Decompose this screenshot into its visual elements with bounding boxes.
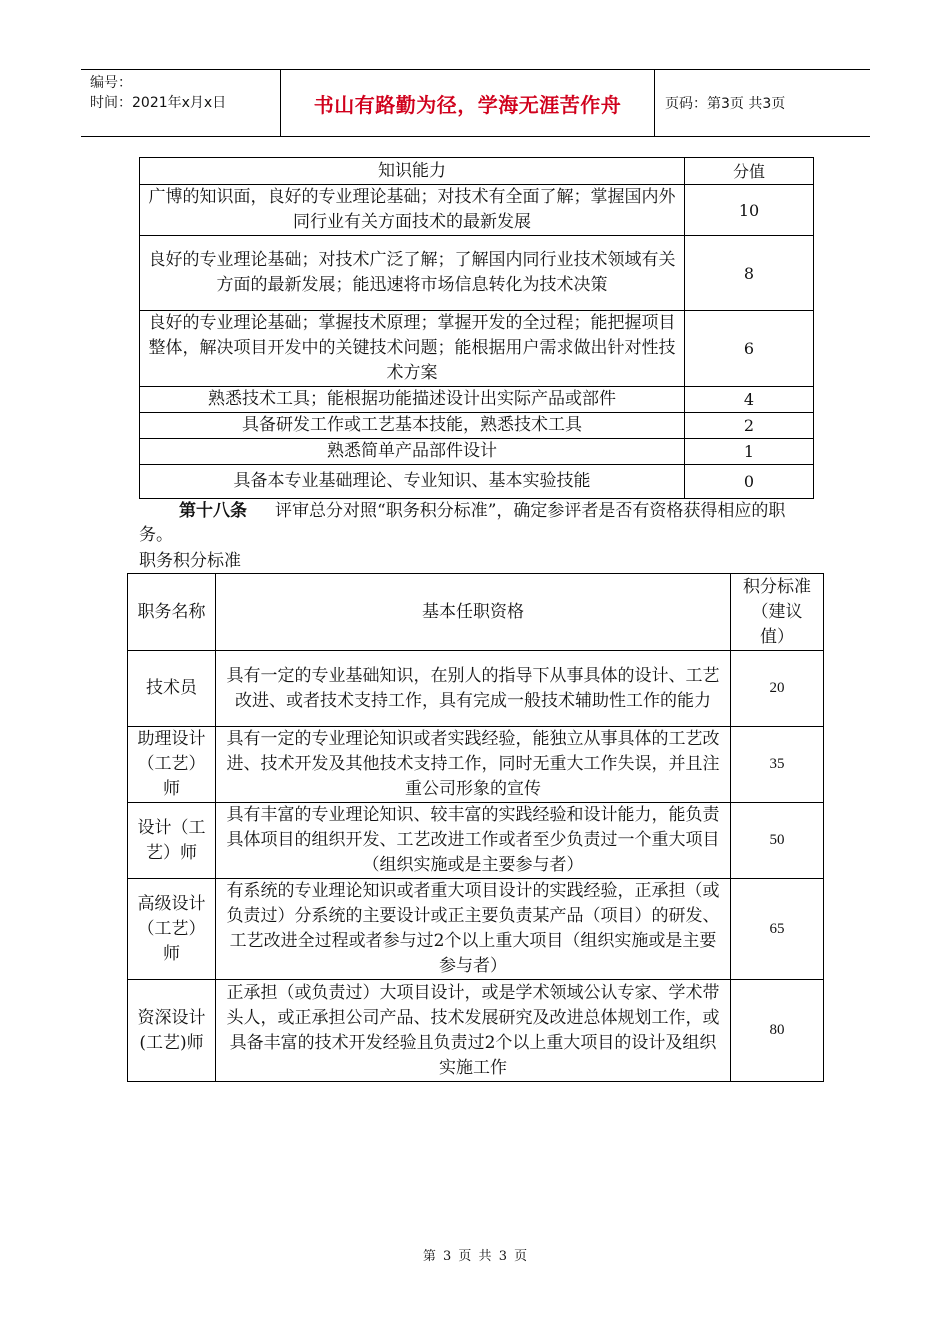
knowledge-score-table	[139, 157, 814, 499]
document-number-label: 编号：	[90, 75, 132, 91]
position-cell: 高级设计（工艺）师	[128, 879, 216, 980]
column-header-score: 分值	[685, 158, 814, 185]
position-score-table	[127, 573, 824, 1082]
qualification-cell: 具有丰富的专业理论知识、较丰富的实践经验和设计能力，能负责具体项目的组织开发、工艺改进工作或者至少负责过一个重大项目（组织实施或是主要参与者）	[216, 803, 731, 879]
knowledge-cell: 具备本专业基础理论、专业知识、基本实验技能	[140, 465, 685, 499]
score-cell: 4	[685, 387, 814, 413]
position-cell: 技术员	[128, 651, 216, 727]
knowledge-cell: 良好的专业理论基础；对技术广泛了解；了解国内同行业技术领域有关方面的最新发展；能迅速将市场信息转化为技术决策	[140, 236, 685, 311]
table-row	[140, 439, 814, 465]
qualification-cell: 具有一定的专业理论知识或者实践经验，能独立从事具体的工艺改进、技术开发及其他技术支持工作，同时无重大工作失误，并且注重公司形象的宣传	[216, 727, 731, 803]
table-row	[140, 387, 814, 413]
table-caption: 职务积分标准	[139, 551, 241, 571]
page-footer: 第 3 页 共 3 页	[422, 1249, 528, 1264]
score-cell: 50	[731, 803, 824, 879]
column-header-knowledge: 知识能力	[140, 158, 685, 185]
score-cell: 6	[685, 311, 814, 387]
header-meta-cell	[81, 70, 281, 136]
score-cell: 10	[685, 185, 814, 236]
table-row	[128, 727, 824, 803]
header-page-label: 页码：第3页 共3页	[665, 96, 786, 112]
qualification-cell: 有系统的专业理论知识或者重大项目设计的实践经验，正承担（或负责过）分系统的主要设计或正主要负责某产品（项目）的研发、工艺改进全过程或者参与过2个以上重大项目（组织实施或是主要参与者）	[216, 879, 731, 980]
table-header-row	[128, 574, 824, 651]
score-cell: 2	[685, 413, 814, 439]
article-text: 评审总分对照“职务积分标准”，确定参评者是否有资格获得相应的职务。	[139, 501, 786, 545]
knowledge-cell: 具备研发工作或工艺基本技能，熟悉技术工具	[140, 413, 685, 439]
qualification-cell: 具有一定的专业基础知识，在别人的指导下从事具体的设计、工艺改进、或者技术支持工作，具有完成一般技术辅助性工作的能力	[216, 651, 731, 727]
table-row	[128, 803, 824, 879]
table-header-row	[140, 158, 814, 185]
score-cell: 0	[685, 465, 814, 499]
knowledge-cell: 良好的专业理论基础；掌握技术原理；掌握开发的全过程；能把握项目整体，解决项目开发中的关键技术问题；能根据用户需求做出针对性技术方案	[140, 311, 685, 387]
table-row	[140, 465, 814, 499]
position-cell: 助理设计（工艺）师	[128, 727, 216, 803]
document-time-label: 时间：2021年x月x日	[90, 95, 227, 111]
score-cell: 80	[731, 980, 824, 1082]
table-row	[128, 980, 824, 1082]
column-header-position: 职务名称	[128, 574, 216, 651]
score-cell: 1	[685, 439, 814, 465]
column-header-qualification: 基本任职资格	[216, 574, 731, 651]
table-row	[140, 185, 814, 236]
score-cell: 8	[685, 236, 814, 311]
score-cell: 35	[731, 727, 824, 803]
table-row	[140, 311, 814, 387]
position-cell: 资深设计(工艺)师	[128, 980, 216, 1082]
table-row	[128, 651, 824, 727]
column-header-score-standard: 积分标准（建议值）	[731, 574, 824, 651]
table-row	[140, 413, 814, 439]
header-motto: 书山有路勤为径，学海无涯苦作舟	[281, 70, 655, 136]
score-cell: 20	[731, 651, 824, 727]
table-row	[128, 879, 824, 980]
page-header	[81, 69, 870, 137]
article-label: 第十八条	[179, 501, 247, 521]
knowledge-cell: 广博的知识面，良好的专业理论基础；对技术有全面了解；掌握国内外同行业有关方面技术的最新发展	[140, 185, 685, 236]
table-row	[140, 236, 814, 311]
qualification-cell: 正承担（或负责过）大项目设计，或是学术领域公认专家、学术带头人，或正承担公司产品、技术发展研究及改进总体规划工作，或具备丰富的技术开发经验且负责过2个以上重大项目的设计及组织实施工作	[216, 980, 731, 1082]
knowledge-cell: 熟悉简单产品部件设计	[140, 439, 685, 465]
score-cell: 65	[731, 879, 824, 980]
position-cell: 设计（工艺）师	[128, 803, 216, 879]
article-paragraph	[139, 499, 819, 547]
knowledge-cell: 熟悉技术工具；能根据功能描述设计出实际产品或部件	[140, 387, 685, 413]
